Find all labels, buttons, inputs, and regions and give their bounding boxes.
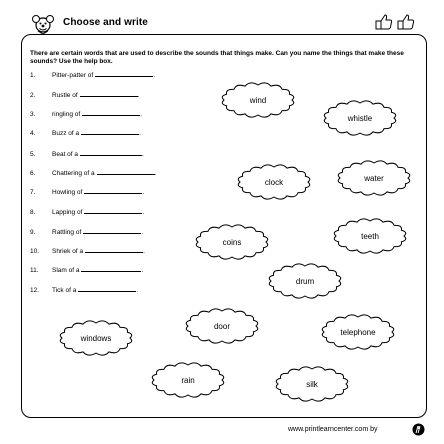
help-word-cloud bbox=[274, 366, 350, 402]
question-text: Rustle of bbox=[52, 92, 78, 99]
help-word-cloud bbox=[322, 100, 398, 136]
help-word: telephone bbox=[340, 327, 376, 337]
help-word-cloud bbox=[184, 308, 260, 344]
question-4: 4. Buzz of a . bbox=[30, 130, 141, 137]
help-word: wind bbox=[249, 95, 267, 105]
question-6: 6. Chattering of a . bbox=[30, 170, 157, 177]
question-number: 9. bbox=[30, 229, 36, 236]
question-text: Rattling of bbox=[52, 229, 82, 236]
question-9: 9. Rattling of . bbox=[30, 229, 144, 236]
help-word-cloud bbox=[150, 362, 226, 398]
help-word-cloud bbox=[336, 160, 412, 196]
question-11: 11. Slam of a . bbox=[30, 267, 144, 274]
question-text: Buzz of a bbox=[52, 130, 80, 137]
answer-blank[interactable] bbox=[80, 150, 142, 156]
question-12: 12. Tick of a . bbox=[30, 287, 139, 294]
question-number: 11. bbox=[30, 267, 39, 274]
answer-blank[interactable] bbox=[82, 110, 140, 116]
question-number: 10. bbox=[30, 248, 40, 255]
help-word: water bbox=[364, 173, 384, 183]
question-text: Beat of a bbox=[52, 151, 79, 158]
answer-blank[interactable] bbox=[84, 188, 142, 194]
question-10: 10. Shriek of a . bbox=[30, 248, 145, 255]
question-text: Lapping of bbox=[52, 209, 83, 216]
answer-blank[interactable] bbox=[85, 247, 143, 253]
answer-blank[interactable] bbox=[78, 286, 136, 292]
help-word-cloud bbox=[236, 164, 312, 200]
question-3: 3. ringling of . bbox=[30, 111, 142, 118]
help-word-cloud bbox=[320, 314, 396, 350]
answer-blank[interactable] bbox=[81, 129, 139, 135]
question-1: 1. Pitter-patter of . bbox=[30, 72, 155, 79]
answer-blank[interactable] bbox=[83, 228, 141, 234]
answer-blank[interactable] bbox=[84, 208, 142, 214]
question-text: Howling of bbox=[52, 189, 83, 196]
help-word: whistle bbox=[347, 113, 373, 123]
question-number: 2. bbox=[30, 92, 36, 99]
question-8: 8. Lapping of . bbox=[30, 209, 145, 216]
answer-blank[interactable] bbox=[95, 71, 153, 77]
answer-blank[interactable] bbox=[81, 266, 141, 272]
help-word: clock bbox=[264, 177, 284, 187]
question-number: 1. bbox=[30, 72, 36, 79]
answer-blank[interactable] bbox=[80, 91, 138, 97]
footer-site-link[interactable]: www.printlearncenter.com by bbox=[288, 426, 378, 433]
question-5: 5. Beat of a . bbox=[30, 151, 144, 158]
help-word-cloud bbox=[58, 320, 134, 356]
help-word: coins bbox=[222, 237, 242, 247]
question-text: Slam of a bbox=[52, 267, 80, 274]
clown-logo-icon bbox=[30, 11, 56, 35]
help-word: rain bbox=[181, 375, 195, 385]
help-word: door bbox=[213, 321, 230, 331]
help-word: windows bbox=[80, 333, 112, 343]
question-number: 5. bbox=[30, 151, 36, 158]
help-word-cloud bbox=[267, 263, 343, 299]
help-word: silk bbox=[306, 379, 318, 389]
question-text: Shriek of a bbox=[52, 248, 84, 255]
question-text: Tick of a bbox=[52, 287, 77, 294]
question-7: 7. Howling of . bbox=[30, 189, 145, 196]
question-number: 12. bbox=[30, 287, 40, 294]
question-number: 8. bbox=[30, 209, 36, 216]
thumbs-up-icon bbox=[374, 12, 420, 30]
question-text: Chattering of a bbox=[52, 170, 95, 177]
question-number: 4. bbox=[30, 130, 36, 137]
question-number: 3. bbox=[30, 111, 36, 118]
answer-blank[interactable] bbox=[97, 169, 155, 175]
instructions: There are certain words that are used to describe the sounds that things make. Can you name the things that make these sounds? Use the help box. bbox=[30, 50, 404, 65]
question-text: ringling of bbox=[52, 111, 81, 118]
question-2: 2. Rustle of . bbox=[30, 92, 140, 99]
page-title: Choose and write bbox=[63, 17, 148, 28]
help-word-cloud bbox=[220, 82, 296, 118]
help-word: teeth bbox=[361, 231, 379, 241]
hp-logo-icon bbox=[412, 423, 425, 436]
question-number: 7. bbox=[30, 189, 36, 196]
help-word-cloud bbox=[194, 224, 270, 260]
help-word-cloud bbox=[332, 218, 408, 254]
question-text: Pitter-patter of bbox=[52, 72, 94, 79]
help-word: drum bbox=[295, 276, 315, 286]
question-number: 6. bbox=[30, 170, 36, 177]
